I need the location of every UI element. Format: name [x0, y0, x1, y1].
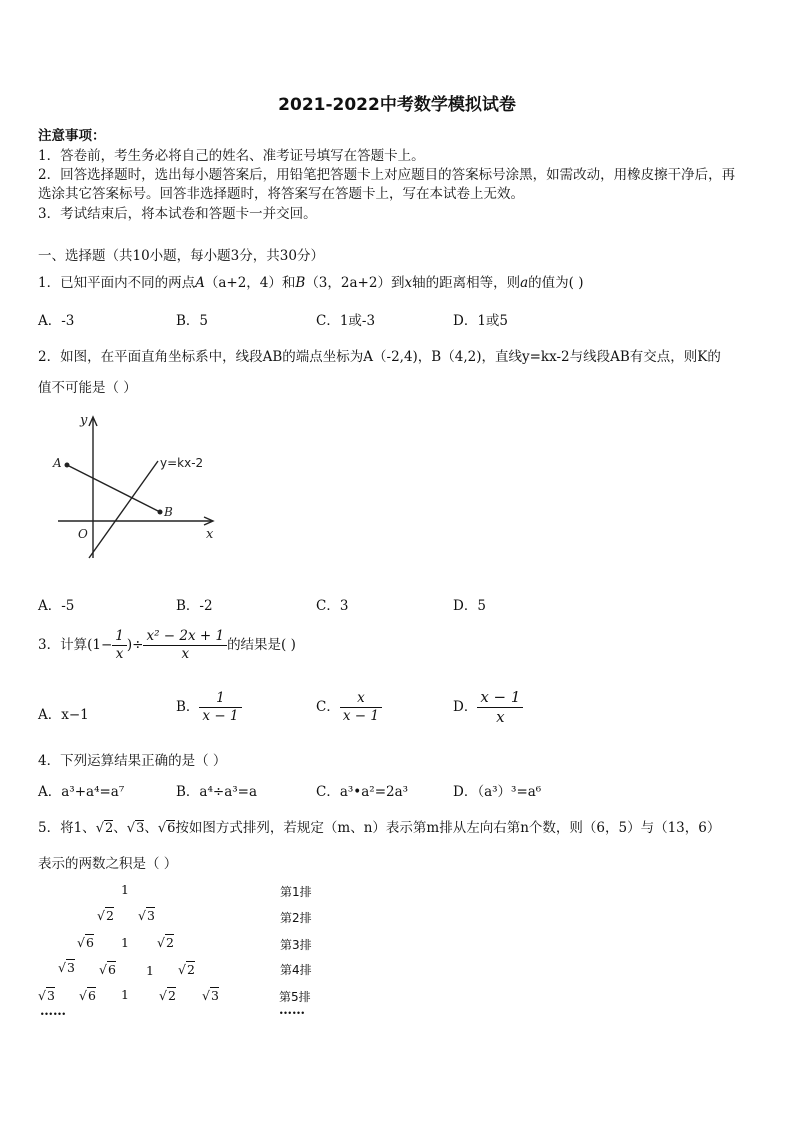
label-a: A	[53, 456, 62, 470]
row4-item2: √6	[99, 962, 116, 977]
label-y: y	[80, 413, 88, 428]
row3-item3-value: 2	[165, 935, 174, 950]
row3-item1-value: 6	[85, 935, 94, 950]
q3-option-c-num: x	[340, 690, 382, 708]
point-b	[158, 510, 163, 515]
label-x: x	[206, 527, 214, 542]
sqrt-2-value: 2	[104, 821, 114, 836]
q3-option-c-fraction	[340, 690, 382, 725]
q3-option-b-den: x − 1	[202, 707, 239, 724]
row-label-5: 第5排	[279, 990, 311, 1004]
q3-fraction-2	[143, 628, 227, 663]
q2-option-a: A．-5	[38, 598, 75, 614]
sqrt-6-value: 6	[167, 821, 176, 836]
question-5-line-2: 表示的两数之积是（ ）	[38, 856, 178, 872]
sqrt-3: √3	[126, 821, 145, 836]
q3-option-b-fraction	[199, 690, 241, 725]
row5-item1-value: 3	[46, 988, 55, 1003]
row3-item1: √6	[77, 935, 94, 950]
point-a	[65, 463, 70, 468]
row4-item3: 1	[146, 963, 154, 978]
q1-point-b: B	[295, 275, 306, 291]
row-label-1: 第1排	[280, 885, 312, 899]
q3-f2-denominator: x	[181, 645, 190, 662]
q1-option-b: B．5	[176, 313, 209, 329]
q2-option-d: D．5	[453, 598, 486, 614]
row-label-3: 第3排	[280, 938, 312, 952]
q3-option-d-fraction	[477, 688, 523, 727]
segment-ab	[67, 465, 160, 512]
sqrt-2: √2	[95, 821, 114, 836]
arrangement-continuation: ……	[40, 1004, 66, 1019]
q3-option-d-label: D．	[453, 698, 478, 715]
row2-item2: √3	[138, 908, 155, 923]
q3-option-c	[316, 690, 382, 725]
section-heading: 一、选择题（共10小题，每小题3分，共30分）	[38, 248, 324, 264]
row4-item1-value: 3	[66, 960, 75, 975]
page-title: 2021-2022中考数学模拟试卷	[278, 95, 516, 115]
row5-item5: √3	[202, 988, 219, 1003]
q5-sep-1: 、	[113, 820, 127, 836]
q4-option-d: D．（a³）³=a⁶	[453, 784, 542, 800]
row3-item2: 1	[121, 935, 129, 950]
label-origin: O	[78, 527, 88, 541]
q5-text-2: 按如图方式排列，若规定（m、n）表示第m排从左向右第n个数，则（6，5）与（13，6）	[175, 820, 721, 836]
q3-f1-numerator: 1	[112, 628, 127, 646]
q4-option-b: B．a⁴÷a³=a	[176, 784, 258, 800]
q2-coordinate-figure	[50, 408, 230, 568]
question-3	[38, 628, 296, 663]
q3-option-c-label: C．	[316, 698, 340, 715]
q1-text-4: 轴的距离相等，则	[412, 275, 521, 291]
row4-item4: √2	[178, 962, 195, 977]
row-label-4: 第4排	[280, 963, 312, 977]
q3-option-d-num: x − 1	[477, 688, 523, 708]
question-5-line-1	[38, 816, 720, 836]
q3-text-1: 3．计算(1−	[38, 636, 113, 653]
row1-item1: 1	[121, 882, 129, 897]
row4-item2-value: 6	[107, 962, 116, 977]
q1-text-5: 的值为( )	[528, 275, 584, 291]
q1-option-c: C．1或-3	[316, 313, 376, 329]
q5-text-1: 5．将1、	[38, 820, 96, 836]
q1-text-3: （3，2a+2）到	[305, 275, 405, 291]
row4-item1: √3	[58, 960, 75, 975]
label-b: B	[164, 505, 173, 519]
q1-var-a: a	[520, 275, 529, 291]
q3-option-d	[453, 688, 523, 727]
q1-option-d: D．1或5	[453, 313, 509, 329]
row4-item4-value: 2	[186, 962, 195, 977]
q1-text-2: （a+2，4）和	[204, 275, 296, 291]
row-label-2: 第2排	[280, 911, 312, 925]
q4-option-c: C．a³•a²=2a³	[316, 784, 409, 800]
notice-item-3: 3．考试结束后，将本试卷和答题卡一并交回。	[38, 206, 317, 222]
notice-heading: 注意事项：	[38, 128, 106, 144]
q3-option-a: A．x−1	[38, 707, 89, 723]
row-label-continuation: ……	[279, 1003, 305, 1018]
q3-text-3: 的结果是( )	[227, 636, 296, 653]
q2-option-b: B．-2	[176, 598, 213, 614]
q1-point-a: A	[195, 275, 205, 291]
line-kx-minus-2	[89, 461, 158, 558]
row2-item2-value: 3	[146, 908, 155, 923]
sqrt-6: √6	[157, 821, 176, 836]
question-4: 4．下列运算结果正确的是（ ）	[38, 753, 227, 769]
question-1	[38, 271, 583, 291]
label-line-equation: y=kx-2	[160, 456, 204, 470]
row5-item2-value: 6	[87, 988, 96, 1003]
q2-option-c: C．3	[316, 598, 349, 614]
row5-item3: 1	[121, 987, 129, 1002]
q1-text-1: 1．已知平面内不同的两点	[38, 275, 196, 291]
question-2-line-2: 值不可能是（ ）	[38, 380, 137, 396]
q5-sep-2: 、	[144, 820, 158, 836]
q3-f1-denominator: x	[115, 645, 124, 662]
notice-item-2: 2．回答选择题时，选出每小题答案后，用铅笔把答题卡上对应题目的答案标号涂黑，如需改动，用橡皮擦干净后，再	[38, 167, 736, 183]
q3-f2-numerator: x² − 2x + 1	[143, 628, 227, 646]
q3-option-c-den: x − 1	[342, 707, 379, 724]
q3-option-b	[176, 690, 242, 725]
notice-item-1: 1．答卷前，考生务必将自己的姓名、准考证号填写在答题卡上。	[38, 148, 425, 164]
sqrt-3-value: 3	[136, 821, 145, 836]
q1-option-a: A．-3	[38, 313, 75, 329]
q4-option-a: A．a³+a⁴=a⁷	[38, 784, 125, 800]
row3-item3: √2	[157, 935, 174, 950]
row5-item4-value: 2	[167, 988, 176, 1003]
q3-option-d-den: x	[496, 707, 505, 726]
question-2-line-1: 2．如图，在平面直角坐标系中，线段AB的端点坐标为A（-2,4)，B（4,2)，直线y=kx-2与线段AB有交点，则K的	[38, 349, 721, 365]
q3-option-b-num: 1	[199, 690, 241, 708]
row2-item1: √2	[97, 908, 114, 923]
q1-var-x: x	[404, 275, 413, 291]
row5-item4: √2	[159, 988, 176, 1003]
q3-text-2: )÷	[126, 636, 144, 653]
row5-item5-value: 3	[210, 988, 219, 1003]
row2-item1-value: 2	[105, 908, 114, 923]
notice-item-2-cont: 选涂其它答案标号。回答非选择题时，将答案写在答题卡上，写在本试卷上无效。	[38, 186, 524, 202]
row5-item2: √6	[79, 988, 96, 1003]
q3-option-b-label: B．	[176, 698, 200, 715]
row5-item1: √3	[38, 988, 55, 1003]
q3-fraction-1-over-x	[112, 628, 127, 663]
